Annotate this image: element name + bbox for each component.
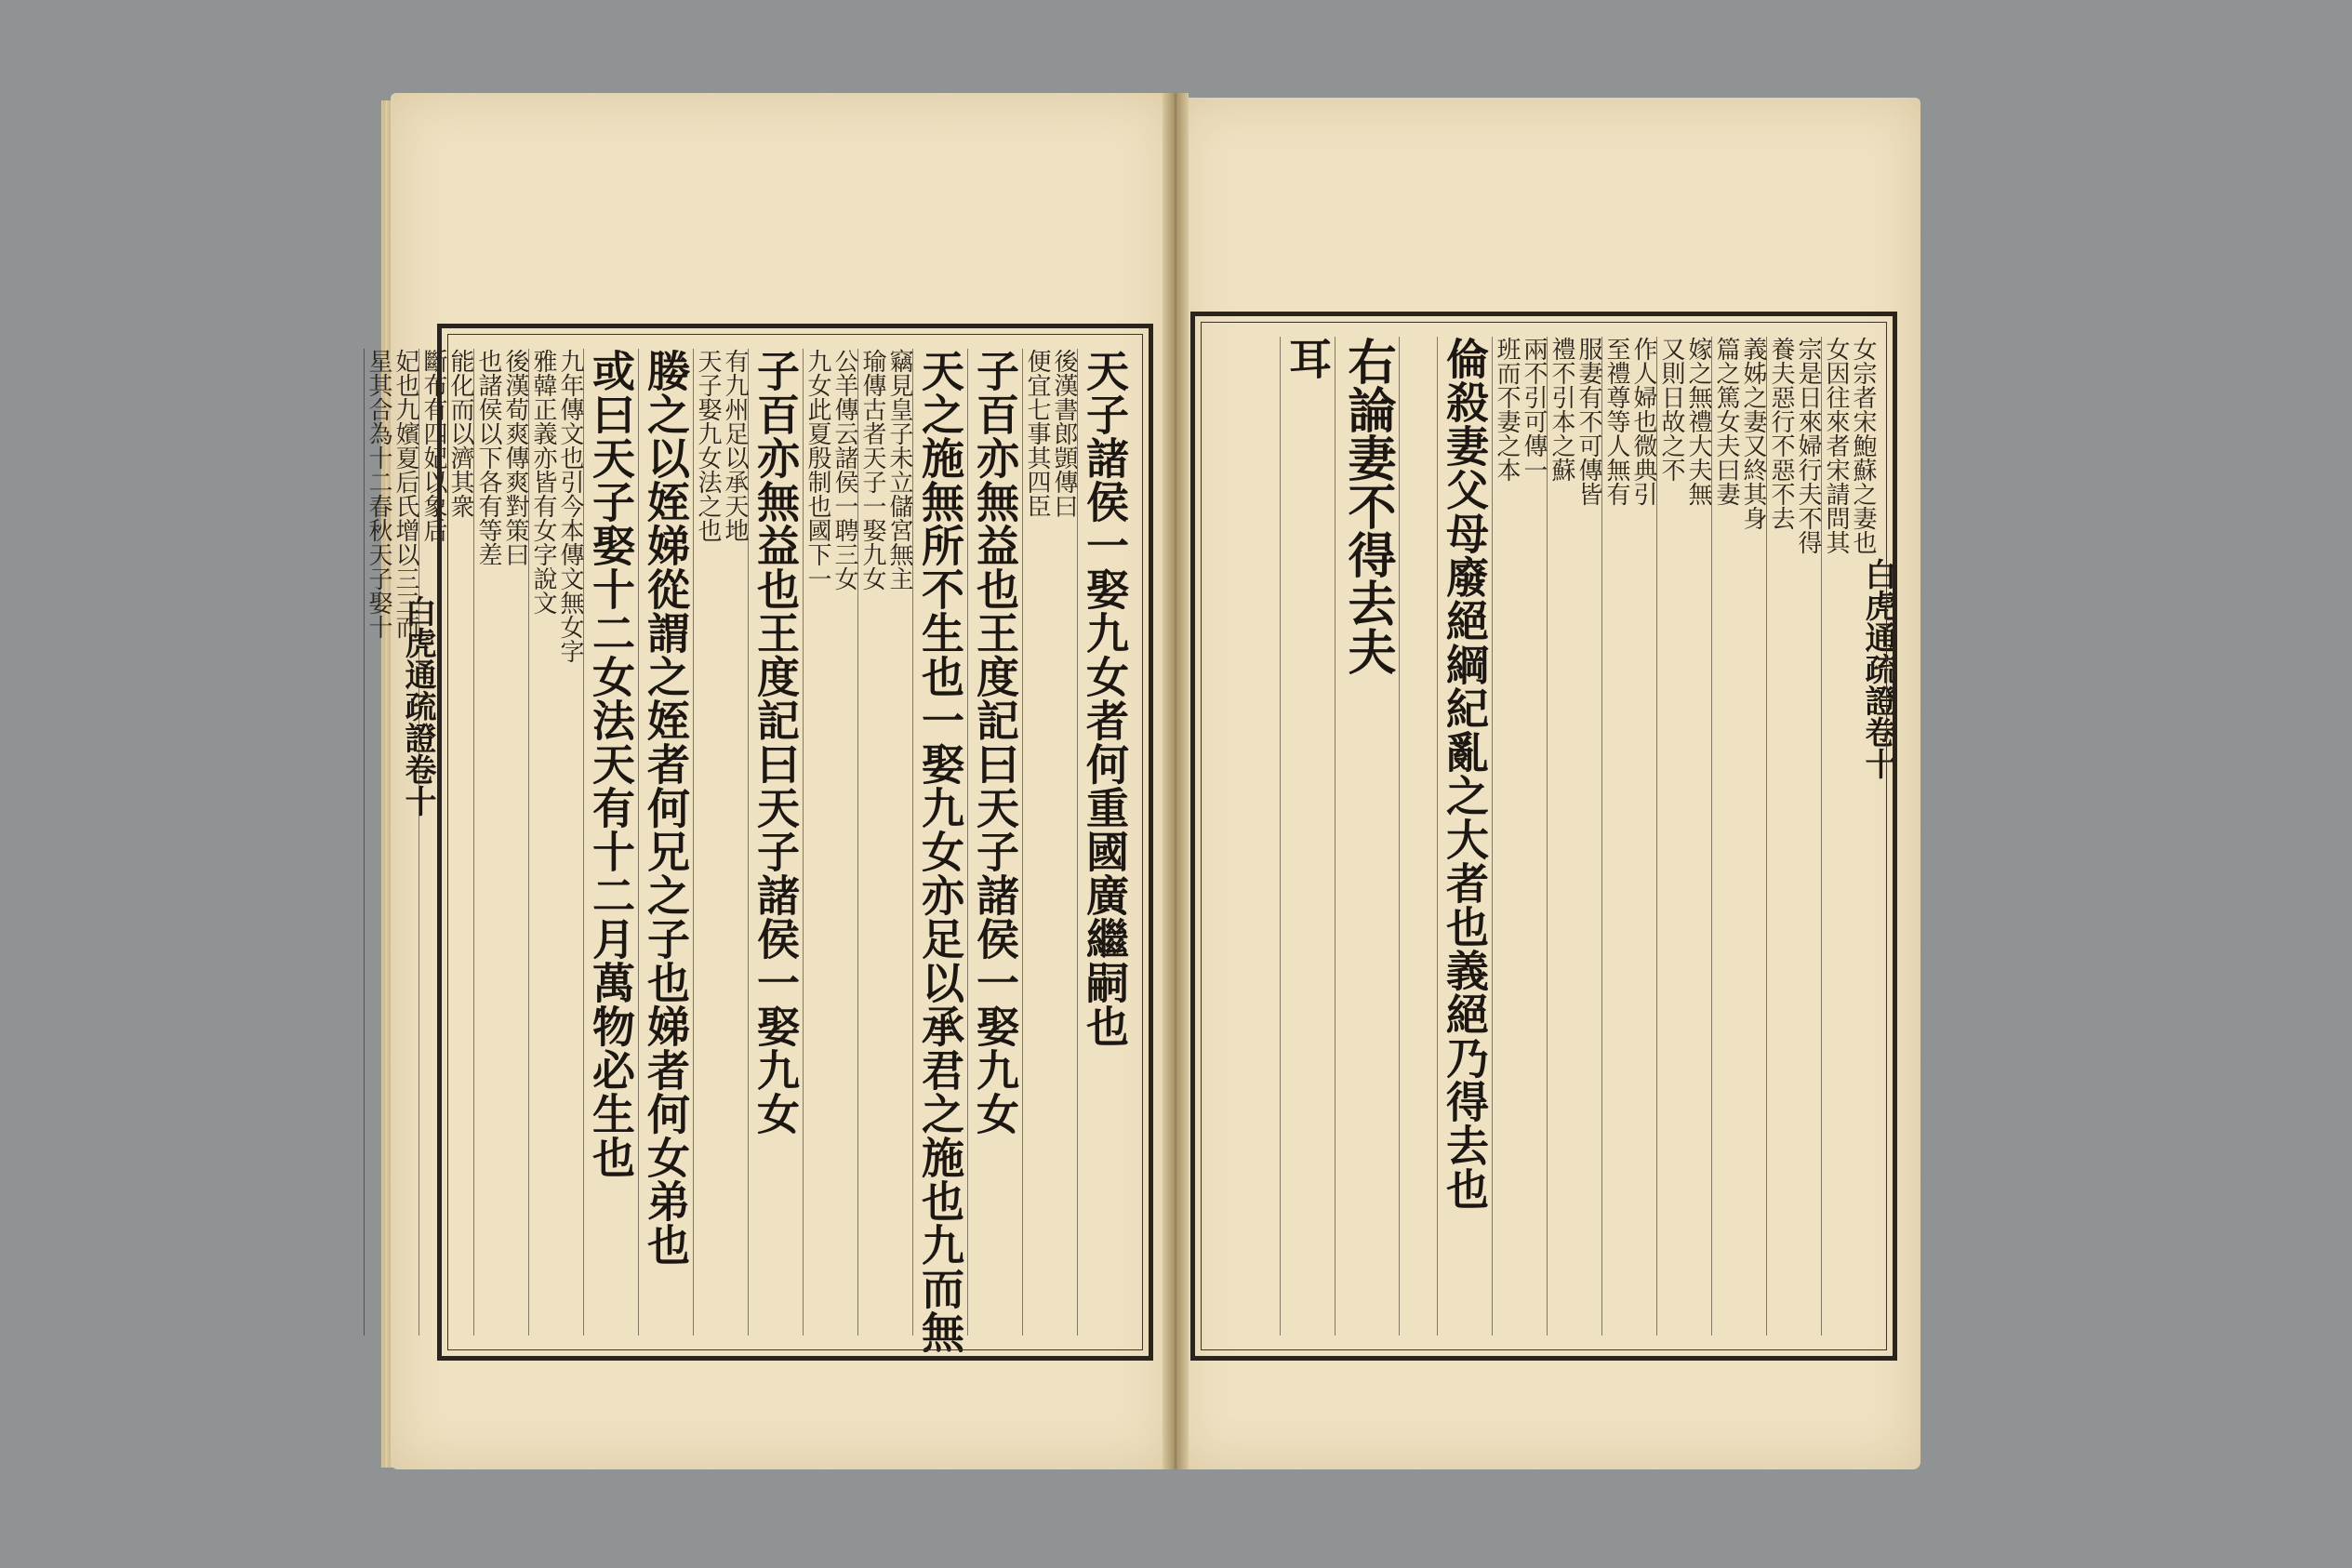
annotation-line: 宗是日來婦行夫不得 xyxy=(1794,337,1822,554)
annotation-line: 篇之篤女夫曰妻 xyxy=(1712,337,1740,506)
main-text-column: 子百亦無益也王度記曰天子諸侯一娶九女 xyxy=(748,349,803,1335)
annotation-line: 至禮尊等人無有 xyxy=(1602,337,1630,506)
annotation-line: 女宗者宋鮑蘇之妻也 xyxy=(1849,337,1877,554)
annotation-line: 兩不引可傳一 xyxy=(1520,337,1548,482)
annotation-line: 瑜傳古者天子一娶九女 xyxy=(858,349,886,591)
annotation-line: 嫁之無禮大夫無 xyxy=(1684,337,1712,506)
annotation-line: 禮不引本之蘇 xyxy=(1548,337,1575,482)
annotation-column xyxy=(693,349,748,1335)
annotation-line: 九女此夏殷制也國下一 xyxy=(804,349,831,591)
annotation-column xyxy=(1766,337,1821,1335)
main-text-column: 媵之以姪娣從謂之姪者何兄之子也娣者何女弟也 xyxy=(638,349,693,1335)
blank-column xyxy=(1399,337,1437,1335)
annotation-line: 義姊之妻又終其身 xyxy=(1739,337,1767,530)
annotation-column xyxy=(528,349,583,1335)
annotation-column xyxy=(1022,349,1077,1335)
right-text-frame xyxy=(1190,312,1897,1361)
annotation-line: 班而不妻之本 xyxy=(1493,337,1521,482)
annotation-line: 後漢荀爽傳爽對策曰 xyxy=(501,349,529,566)
annotation-column xyxy=(1492,337,1547,1335)
annotation-line: 雅韓正義亦皆有女字說文 xyxy=(529,349,557,615)
annotation-column xyxy=(1821,337,1876,1335)
annotation-line: 竊見皇子未立儲宮無主 xyxy=(885,349,913,591)
right-margin-tab: 白虎通疏證卷十 xyxy=(1859,558,1896,779)
annotation-line: 九年傳文也引今本傳文無女字 xyxy=(556,349,584,663)
annotation-line: 又則日故之不 xyxy=(1657,337,1685,482)
main-text-column: 天子諸侯一娶九女者何重國廣繼嗣也 xyxy=(1077,349,1132,1335)
annotation-column xyxy=(1547,337,1601,1335)
annotation-line: 星其合為十二春秋天子娶十 xyxy=(365,349,392,639)
annotation-line: 斷布有四妃以象后 xyxy=(419,349,447,542)
annotation-column xyxy=(473,349,528,1335)
annotation-column xyxy=(364,349,419,1335)
annotation-line: 能化而以濟其衆 xyxy=(446,349,474,518)
annotation-line: 妃也九嬪夏后氏增以三三而 xyxy=(392,349,419,639)
section-heading: 右論妻不得去夫 xyxy=(1335,337,1399,1335)
main-text-column: 子百亦無益也王度記曰天子諸侯一娶九女 xyxy=(967,349,1022,1335)
annotation-line: 作人婦也微典引 xyxy=(1629,337,1657,506)
annotation-column xyxy=(1656,337,1711,1335)
annotation-column xyxy=(803,349,857,1335)
main-text-column: 倫殺妻父母廢絕綱紀亂之大者也義絕乃得去也 xyxy=(1437,337,1492,1335)
annotation-line: 服妻有不可傳皆 xyxy=(1575,337,1602,506)
annotation-line: 女因往來者宋請問其 xyxy=(1822,337,1850,554)
annotation-line: 公羊傳云諸侯一聘三女 xyxy=(831,349,858,591)
annotation-line: 也諸侯以下各有等差 xyxy=(474,349,502,566)
trailing-character: 耳 xyxy=(1280,337,1335,1335)
annotation-column xyxy=(419,349,473,1335)
right-text-columns xyxy=(1195,316,1893,1356)
annotation-column xyxy=(1601,337,1656,1335)
main-text-column: 或曰天子娶十二女法天有十二月萬物必生也 xyxy=(583,349,638,1335)
annotation-line: 後漢書郎顗傳曰 xyxy=(1050,349,1078,518)
main-text-column: 天之施無所不生也一娶九女亦足以承君之施也九而無 xyxy=(912,349,967,1335)
annotation-line: 天子娶九女法之也 xyxy=(694,349,722,542)
annotation-column xyxy=(857,349,912,1335)
book-gutter xyxy=(1163,93,1189,1469)
annotation-line: 養夫惡行不惡不去 xyxy=(1767,337,1795,530)
annotation-line: 便宜七事其四臣 xyxy=(1023,349,1051,518)
annotation-column xyxy=(1711,337,1766,1335)
annotation-line: 有九州足以承天地 xyxy=(721,349,749,542)
left-margin-tab: 白虎通疏證卷十 xyxy=(399,595,436,817)
